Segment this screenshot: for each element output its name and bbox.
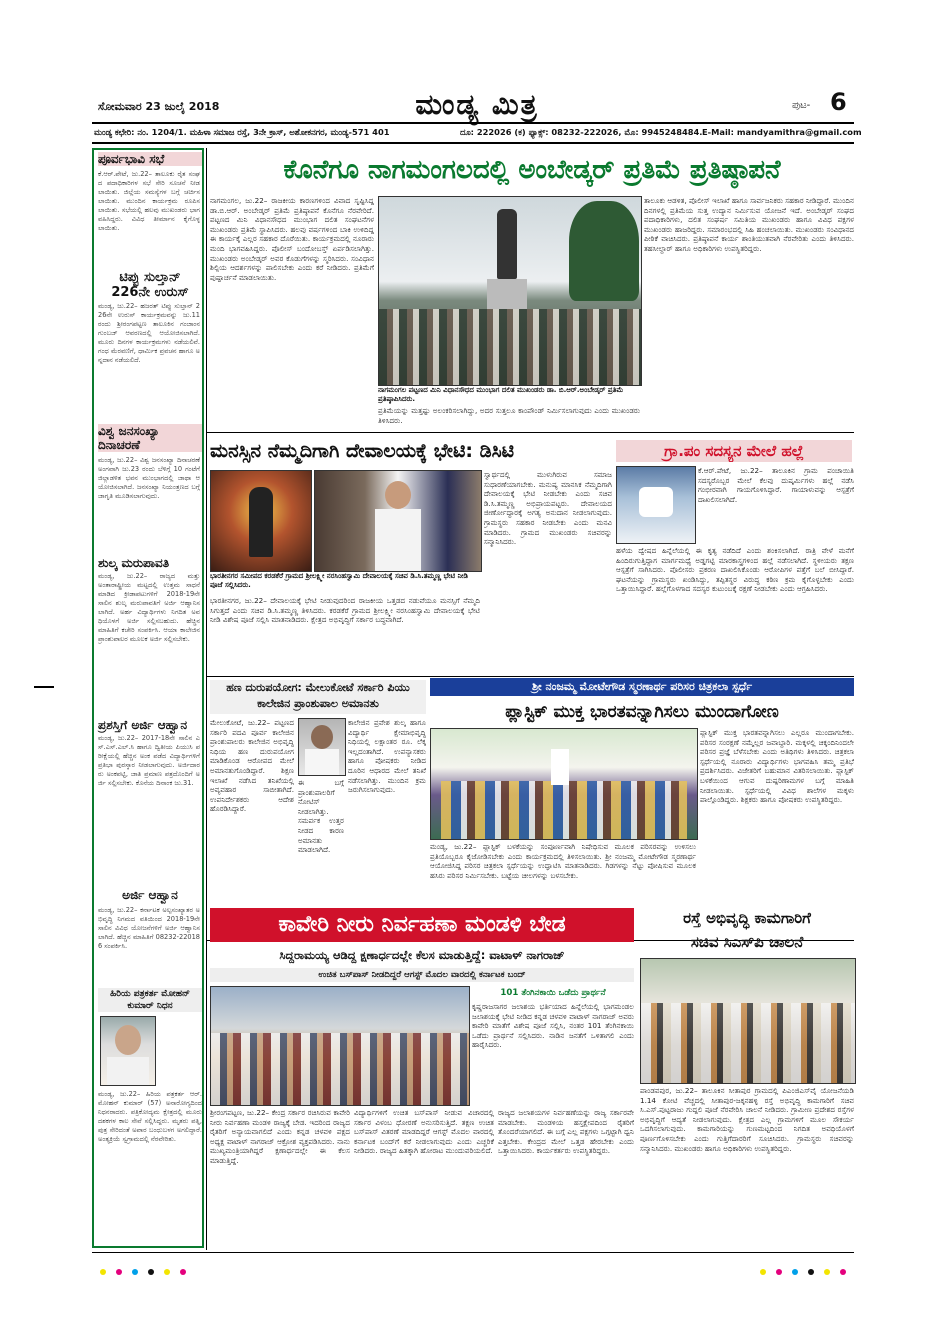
lead-photo bbox=[378, 196, 642, 386]
plastic-body-right: ಪ್ಲಾಸ್ಟಿಕ್ ಮುಕ್ತ ಭಾರತವನ್ನಾಗಿಸಲು ಎಲ್ಲರೂ ಮುಂದಾಗಬೇಕು. ಪರಿಸರ ಸಂರಕ್ಷಣೆ ನಮ್ಮೆಲ್ಲರ ಜವಾಬ್ದಾರಿ. ಮಕ್ಕಳಲ್ಲಿ ಚಿಕ್ಕಂದಿನಿಂದಲೇ ಪರಿಸರ ಪ್ರಜ್ಞೆ ಬೆಳೆಸಬೇಕು ಎಂದು ಅತಿಥಿಗಳು ತಿಳಿಸಿದರು. ಚಿತ್ರಕಲಾ ಸ್ಪರ್ಧೆಯಲ್ಲಿ ನೂರಾರು ವಿದ್ಯಾರ್ಥಿಗಳು ಭಾಗವಹಿಸಿ ತಮ್ಮ ಪ್ರತಿಭೆ ಪ್ರದರ್ಶಿಸಿದರು. ವಿಜೇತರಿಗೆ ಬಹುಮಾನ ವಿತರಿಸಲಾಯಿತು. ಪ್ಲಾಸ್ಟಿಕ್ ಬಳಕೆಯಿಂದ ಆಗುವ ದುಷ್ಪರಿಣಾಮಗಳ ಬಗ್ಗೆ ಮಾಹಿತಿ ನೀಡಲಾಯಿತು. ಸ್ಪರ್ಧೆಯಲ್ಲಿ ವಿವಿಧ ಶಾಲೆಗಳ ಮಕ್ಕಳು ಪಾಲ್ಗೊಂಡಿದ್ದರು. ಶಿಕ್ಷಕರು ಹಾಗೂ ಪೋಷಕರು ಉಪಸ್ಥಿತರಿದ್ದರು. bbox=[700, 728, 854, 805]
kaveri-photo bbox=[210, 986, 470, 1106]
margin-tick bbox=[34, 686, 54, 688]
masthead-rule-top bbox=[92, 122, 854, 124]
registration-marks-left bbox=[100, 1260, 191, 1279]
masthead-logo: ಮಂಡ್ಯ ಮಿತ್ರ bbox=[415, 88, 539, 121]
mid-rule bbox=[206, 676, 854, 677]
statue-shape bbox=[497, 209, 517, 279]
registration-marks-right bbox=[760, 1260, 851, 1279]
registration-dot-icon bbox=[180, 1269, 186, 1275]
plastic-headline: ಪ್ಲಾಸ್ಟಿಕ್ ಮುಕ್ತ ಭಾರತವನ್ನಾಗಿಸಲು ಮುಂದಾಗೋಣ bbox=[505, 702, 779, 722]
lead-body-right: ತಾಲೂಕು ಆಡಳಿತ, ಪೊಲೀಸ್ ಇಲಾಖೆ ಹಾಗೂ ಸಾರ್ವಜನಿಕರು ಸಹಕಾರ ನೀಡಿದ್ದಾರೆ. ಮುಂದಿನ ದಿನಗಳಲ್ಲಿ ಪ್ರತಿಮೆಯ ಸುತ್ತ ಉದ್ಯಾನ ನಿರ್ಮಿಸುವ ಯೋಜನೆ ಇದೆ. ಅಂಬೇಡ್ಕರ್ ಸಂಘದ ಪದಾಧಿಕಾರಿಗಳು, ದಲಿತ ಸಂಘರ್ಷ ಸಮಿತಿಯ ಮುಖಂಡರು ಹಾಗೂ ವಿವಿಧ ಪಕ್ಷಗಳ ಮುಖಂಡರು ಹಾಜರಿದ್ದರು. ಸಮಾರಂಭದಲ್ಲಿ ಸಿಹಿ ಹಂಚಲಾಯಿತು. ಮುಖಂಡರು ಸಂವಿಧಾನದ ಪೀಠಿಕೆ ವಾಚಿಸಿದರು. ಪ್ರತಿಷ್ಠಾಪನೆ ಕಾರ್ಯ ಶಾಂತಿಯುತವಾಗಿ ನೆರವೇರಿತು ಎಂದು ತಿಳಿಸಿದರು. ತಹಸೀಲ್ದಾರ್ ಹಾಗೂ ಅಧಿಕಾರಿಗಳು ಉಪಸ್ಥಿತರಿದ್ದರು. bbox=[644, 196, 854, 253]
obituary-head: ಹಿರಿಯ ಪತ್ರಕರ್ತ ಮೋಹನ್ ಕುಮಾರ್ ನಿಧನ bbox=[98, 988, 202, 1012]
temple-photo-minister bbox=[314, 470, 482, 572]
masthead-date: ಸೋಮವಾರ 23 ಜುಲೈ 2018 bbox=[98, 100, 220, 113]
office-email: E-Mail: mandyamithra@gmail.com bbox=[702, 127, 862, 137]
kaveri-body-2: ವಿದ್ಯಾರ್ಥಿಗಳಿಗೆ ಉಚಿತ ಬಸ್‌ಪಾಸ್ ನೀಡುವ ವಿಚಾರದಲ್ಲಿ ಸರ್ಕಾರ ವಿಳಂಬ ಧೋರಣೆ ಅನುಸರಿಸುತ್ತಿದೆ. ತಕ್ಷಣ ಉಚಿತ ಬಸ್‌ಪಾಸ್ ವಿತರಣೆ ಮಾಡದಿದ್ದರೆ ಆಗಸ್ಟ್ ಮೊದಲ ವಾರದಲ್ಲಿ ಕರ್ನಾಟಕ ಬಂದ್‌ಗೆ ಕರೆ ನೀಡಲಾಗುವುದು ಎಂದು ಎಚ್ಚರಿಕೆ ನೀಡಿದರು. ರಾಜ್ಯದ ಹಿತಕ್ಕಾಗಿ ಹೋರಾಟ ಮುಂದುವರಿಯಲಿದೆ. bbox=[354, 1108, 494, 1156]
page-number: 6 bbox=[830, 88, 847, 116]
left-body-6: ಮಂಡ್ಯ, ಜು.22– ಕರ್ನಾಟಕ ಅಲ್ಪಸಂಖ್ಯಾತರ ಅಭಿವೃದ್ಧಿ ನಿಗಮದ ವತಿಯಿಂದ 2018-19ನೇ ಸಾಲಿನ ವಿವಿಧ ಯೋಜನೆಗಳಿಗೆ ಅರ್ಜಿ ಆಹ್ವಾನಿಸಲಾಗಿದೆ. ಹೆಚ್ಚಿನ ಮಾಹಿತಿಗೆ 08232-220186 ಸಂಪರ್ಕಿಸಿ. bbox=[98, 906, 200, 950]
left-heading-4: ಶುಲ್ಕ ಮರುಪಾವತಿ bbox=[98, 556, 170, 570]
plastic-photo bbox=[430, 728, 698, 840]
left-body-1: ಕೆ.ಆರ್.ಪೇಟೆ, ಜು.22– ತಾಲೂಕು ರೈತ ಸಂಘದ ಪದಾಧಿಕಾರಿಗಳ ಸಭೆ ಸೇರಿ ಸೂಚನೆ ನೀಡಲಾಯಿತು. ಜಿಲ್ಲೆಯ ಸಮಸ್ಯೆಗಳ ಬಗ್ಗೆ ಚರ್ಚಿಸಲಾಯಿತು. ಮುಂದಿನ ಕಾರ್ಯಕ್ರಮ ರೂಪಿಸಲಾಯಿತು. ಸಭೆಯಲ್ಲಿ ಹಲವು ಮುಖಂಡರು ಭಾಗವಹಿಸಿದ್ದರು. ವಿವಿಧ ತೀರ್ಮಾನ ಕೈಗೊಳ್ಳಲಾಯಿತು. bbox=[98, 170, 200, 232]
lead-caption: ನಾಗಮಂಗಲ ಪಟ್ಟಣದ ಮಿನಿ ವಿಧಾನಸೌಧದ ಮುಂಭಾಗ ದಲಿತ ಮುಖಂಡರು ಡಾ. ಬಿ.ಆರ್.ಅಂಬೇಡ್ಕರ್ ಪ್ರತಿಮೆ ಪ್ರತಿಷ್ಠಾಪಿಸಿದರು. bbox=[378, 386, 624, 403]
gram-body-bottom: ಹಳೆಯ ದ್ವೇಷದ ಹಿನ್ನೆಲೆಯಲ್ಲಿ ಈ ಕೃತ್ಯ ನಡೆದಿದೆ ಎಂದು ಶಂಕಿಸಲಾಗಿದೆ. ರಾತ್ರಿ ವೇಳೆ ಮನೆಗೆ ಹಿಂದಿರುಗುತ್ತಿದ್ದಾಗ ಮಾರ್ಗಮಧ್ಯೆ ಅಡ್ಡಗಟ್ಟಿ ಮಾರಕಾಸ್ತ್ರಗಳಿಂದ ಹಲ್ಲೆ ನಡೆಸಲಾಗಿದೆ. ಸ್ಥಳೀಯರು ತಕ್ಷಣ ಆಸ್ಪತ್ರೆಗೆ ಸಾಗಿಸಿದರು. ಪೊಲೀಸರು ಪ್ರಕರಣ ದಾಖಲಿಸಿಕೊಂಡು ಆರೋಪಿಗಳ ಪತ್ತೆಗೆ ಬಲೆ ಬೀಸಿದ್ದಾರೆ. ಘಟನೆಯನ್ನು ಗ್ರಾಮಸ್ಥರು ಖಂಡಿಸಿದ್ದು, ತಪ್ಪಿತಸ್ಥರ ವಿರುದ್ಧ ಕಠಿಣ ಕ್ರಮ ಕೈಗೊಳ್ಳಬೇಕು ಎಂದು ಒತ್ತಾಯಿಸಿದ್ದಾರೆ. ಹಲ್ಲೆಗೊಳಗಾದ ಸದಸ್ಯರ ಕುಟುಂಬಕ್ಕೆ ರಕ್ಷಣೆ ನೀಡಬೇಕು ಎಂದು ಆಗ್ರಹಿಸಿದರು. bbox=[616, 546, 854, 594]
lead-body-left: ನಾಗಮಂಗಲ, ಜು.22– ರಾಜಕೀಯ ಕಾರಣಗಳಿಂದ ವಿವಾದ ಸೃಷ್ಟಿಸಿದ್ದ ಡಾ.ಬಿ.ಆರ್. ಅಂಬೇಡ್ಕರ್ ಪ್ರತಿಮೆ ಪ್ರತಿಷ್ಠಾಪನೆ ಕೊನೆಗೂ ನೆರವೇರಿದೆ. ಪಟ್ಟಣದ ಮಿನಿ ವಿಧಾನಸೌಧದ ಮುಂಭಾಗ ದಲಿತ ಸಂಘಟನೆಗಳ ಮುಖಂಡರು ಪ್ರತಿಮೆ ಸ್ಥಾಪಿಸಿದರು. ಹಲವು ವರ್ಷಗಳಿಂದ ಬಾಕಿ ಉಳಿದಿದ್ದ ಈ ಕಾರ್ಯಕ್ಕೆ ಎಲ್ಲರ ಸಹಕಾರ ದೊರೆಯಿತು. ಕಾರ್ಯಕ್ರಮದಲ್ಲಿ ನೂರಾರು ಮಂದಿ ಭಾಗವಹಿಸಿದ್ದರು. ಪೊಲೀಸ್ ಬಂದೋಬಸ್ತ್ ಏರ್ಪಡಿಸಲಾಗಿತ್ತು. ಮುಖಂಡರು ಅಂಬೇಡ್ಕರ್ ಅವರ ಕೊಡುಗೆಗಳನ್ನು ಸ್ಮರಿಸಿದರು. ಸಂವಿಧಾನ ಶಿಲ್ಪಿಯ ಆದರ್ಶಗಳನ್ನು ಪಾಲಿಸಬೇಕು ಎಂದು ಕರೆ ನೀಡಿದರು. ಪ್ರತಿಮೆಗೆ ಪುಷ್ಪಾರ್ಚನೆ ಮಾಡಲಾಯಿತು. bbox=[210, 196, 374, 282]
kaveri-box-body: ಕೃಷ್ಣರಾಜಸಾಗರ ಜಲಾಶಯ ಭರ್ತಿಯಾದ ಹಿನ್ನೆಲೆಯಲ್ಲಿ ಭಾಗಮಂಡಲ ಜಲಾಶಯಕ್ಕೆ ಭೇಟಿ ನೀಡಿದ ಕನ್ನಡ ಚಳವಳಿ ವಾಟಾಳ್ ನಾಗರಾಜ್ ಅವರು ಕಾವೇರಿ ಮಾತೆಗೆ ವಿಶೇಷ ಪೂಜೆ ಸಲ್ಲಿಸಿ, ನಂತರ 101 ತೆಂಗಿನಕಾಯಿ ಒಡೆದು ಪ್ರಾರ್ಥನೆ ಸಲ್ಲಿಸಿದರು. ನಾಡಿನ ಜನತೆಗೆ ಒಳಿತಾಗಲಿ ಎಂದು ಹಾರೈಸಿದರು. bbox=[472, 1002, 634, 1050]
registration-dot-icon bbox=[148, 1269, 154, 1275]
kaveri-strap: ಉಚಿತ ಬಸ್‌ಪಾಸ್ ನೀಡದಿದ್ದರೆ ಆಗಸ್ಟ್ ಮೊದಲ ವಾರದಲ್ಲಿ ಕರ್ನಾಟಕ ಬಂದ್ bbox=[210, 968, 634, 982]
kaveri-box-head: 101 ತೆಂಗಿನಕಾಯಿ ಒಡೆದು ಪ್ರಾರ್ಥನೆ bbox=[500, 988, 606, 998]
left-heading-5: ಪ್ರಶಸ್ತಿಗೆ ಅರ್ಜಿ ಆಹ್ವಾನ bbox=[98, 718, 187, 732]
left-heading-6: ಅರ್ಜಿ ಆಹ್ವಾನ bbox=[122, 888, 178, 902]
college-principal-photo bbox=[298, 718, 346, 776]
page-label: ಪುಟ- bbox=[792, 100, 811, 111]
gram-body-top: ಕೆ.ಆರ್.ಪೇಟೆ, ಜು.22– ತಾಲೂಕಿನ ಗ್ರಾಮ ಪಂಚಾಯಿತಿ ಸದಸ್ಯರೊಬ್ಬರ ಮೇಲೆ ಕೆಲವು ದುಷ್ಕರ್ಮಿಗಳು ಹಲ್ಲೆ ನಡೆಸಿ ಗಂಭೀರವಾಗಿ ಗಾಯಗೊಳಿಸಿದ್ದಾರೆ. ಗಾಯಾಳುವನ್ನು ಆಸ್ಪತ್ರೆಗೆ ದಾಖಲಿಸಲಾಗಿದೆ. bbox=[698, 466, 854, 504]
left-heading-2: ಟಿಪ್ಪು ಸುಲ್ತಾನ್ 226ನೇ ಉರುಸ್ bbox=[111, 270, 189, 300]
temple-photo-idol bbox=[210, 470, 312, 572]
temple-caption: ಭಾರತೀನಗರ ಸಮೀಪದ ಕರಡಕೆರೆ ಗ್ರಾಮದ ಶ್ರೀಲಕ್ಷ್ಮೀ ನರಸಿಂಹಸ್ವಾಮಿ ದೇವಾಲಯಕ್ಕೆ ಸಚಿವ ಡಿ.ಸಿ.ತಮ್ಮಣ್ಣ ಭೇಟಿ ನೀಡಿ ಪೂಜೆ ಸಲ್ಲಿಸಿದರು. bbox=[210, 572, 468, 589]
college-headline: ಹಣ ದುರುಪಯೋಗ: ಮೇಲುಕೋಟೆ ಸರ್ಕಾರಿ ಪಿಯು ಕಾಲೇಜಿನ ಪ್ರಾಂಶುಪಾಲ ಅಮಾನತು bbox=[210, 680, 426, 714]
gram-photo bbox=[616, 466, 696, 544]
temple-body-right: ಸ್ವಾರ್ಥದಲ್ಲಿ ಮುಳುಗಿರುವ ಸಮಾಜ ಸುಧಾರಣೆಯಾಗಬೇಕು. ಮನುಷ್ಯ ಮಾನಸಿಕ ನೆಮ್ಮದಿಗಾಗಿ ದೇವಾಲಯಕ್ಕೆ ಭೇಟಿ ನೀಡಬೇಕು ಎಂದು ಸಚಿವ ಡಿ.ಸಿ.ತಮ್ಮಣ್ಣ ಅಭಿಪ್ರಾಯಪಟ್ಟರು. ದೇವಾಲಯದ ಜೀರ್ಣೋದ್ಧಾರಕ್ಕೆ ಅಗತ್ಯ ಅನುದಾನ ನೀಡಲಾಗುವುದು. ಗ್ರಾಮಸ್ಥರು ಸಹಕಾರ ನೀಡಬೇಕು ಎಂದು ಮನವಿ ಮಾಡಿದರು. ಗ್ರಾಮದ ಮುಖಂಡರು ಸಚಿವರನ್ನು ಸನ್ಮಾನಿಸಿದರು. bbox=[484, 470, 612, 547]
obituary-photo bbox=[100, 1016, 156, 1086]
registration-dot-icon bbox=[116, 1269, 122, 1275]
road-photo bbox=[640, 958, 856, 1084]
col-divider-left bbox=[206, 148, 207, 1250]
registration-dot-icon bbox=[776, 1269, 782, 1275]
kaveri-body-1: ಶ್ರೀರಂಗಪಟ್ಟಣ, ಜು.22– ಕೇಂದ್ರ ಸರ್ಕಾರ ರಚಿಸಿರುವ ಕಾವೇರಿ ನೀರು ನಿರ್ವಹಣಾ ಮಂಡಳಿ ರಾಜ್ಯಕ್ಕೆ ಬೇಡ. ಇದರಿಂದ ರಾಜ್ಯದ ರೈತರಿಗೆ ಅನ್ಯಾಯವಾಗಲಿದೆ ಎಂದು ಕನ್ನಡ ಚಳವಳಿ ಪಕ್ಷದ ಅಧ್ಯಕ್ಷ ವಾಟಾಳ್ ನಾಗರಾಜ್ ಆಕ್ರೋಶ ವ್ಯಕ್ತಪಡಿಸಿದರು. ನಾನು ಮುಖ್ಯಮಂತ್ರಿಯಾಗಿದ್ದರೆ ಕ್ಷಣಾರ್ಧದಲ್ಲೇ ಈ ಕೆಲಸ ಮಾಡುತ್ತಿದ್ದೆ. bbox=[210, 1108, 350, 1165]
plastic-body-bottom: ಮಂಡ್ಯ, ಜು.22– ಪ್ಲಾಸ್ಟಿಕ್ ಬಳಕೆಯನ್ನು ಸಂಪೂರ್ಣವಾಗಿ ನಿಷೇಧಿಸುವ ಮೂಲಕ ಪರಿಸರವನ್ನು ಉಳಿಸಲು ಪ್ರತಿಯೊಬ್ಬರೂ ಕೈಜೋಡಿಸಬೇಕು ಎಂದು ಕಾರ್ಯಕ್ರಮದಲ್ಲಿ ತಿಳಿಸಲಾಯಿತು. ಶ್ರೀ ನಂಜಮ್ಮ ಮೋಟೇಗೌಡ ಸ್ಮರಣಾರ್ಥ ಆಯೋಜಿಸಿದ್ದ ಪರಿಸರ ಚಿತ್ರಕಲಾ ಸ್ಪರ್ಧೆಯನ್ನು ಉದ್ಘಾಟಿಸಿ ಮಾತನಾಡಿದರು. ಗಿಡಗಳನ್ನು ನೆಟ್ಟು ಪೋಷಿಸುವ ಮೂಲಕ ಹಸಿರು ಪರಿಸರ ನಿರ್ಮಿಸಬೇಕು. ಬಟ್ಟೆಯ ಚೀಲಗಳನ್ನು ಬಳಸಬೇಕು. bbox=[430, 842, 696, 880]
temple-body-bottom: ಭಾರತೀನಗರ, ಜು.22– ದೇವಾಲಯಕ್ಕೆ ಭೇಟಿ ನೀಡುವುದರಿಂದ ರಾಜಕೀಯ ಒತ್ತಡದ ನಡುವೆಯೂ ಮನಸ್ಸಿಗೆ ನೆಮ್ಮದಿ ಸಿಗುತ್ತದೆ ಎಂದು ಸಚಿವ ಡಿ.ಸಿ.ತಮ್ಮಣ್ಣ ತಿಳಿಸಿದರು. ಕರಡಕೆರೆ ಗ್ರಾಮದ ಶ್ರೀಲಕ್ಷ್ಮೀ ನರಸಿಂಹಸ್ವಾಮಿ ದೇವಾಲಯಕ್ಕೆ ಭೇಟಿ ನೀಡಿ ವಿಶೇಷ ಪೂಜೆ ಸಲ್ಲಿಸಿ ಮಾತನಾಡಿದರು. ಕ್ಷೇತ್ರದ ಅಭಿವೃದ್ಧಿಗೆ ಸರ್ಕಾರ ಬದ್ಧವಾಗಿದೆ. bbox=[210, 596, 480, 625]
kaveri-headline: ಕಾವೇರಿ ನೀರು ನಿರ್ವಹಣಾ ಮಂಡಳಿ ಬೇಡ bbox=[210, 908, 634, 942]
left-heading-3: ವಿಶ್ವ ಜನಸಂಖ್ಯಾ ದಿನಾಚರಣೆ bbox=[98, 424, 202, 452]
registration-dot-icon bbox=[164, 1269, 170, 1275]
lead-rule bbox=[206, 432, 854, 433]
plastic-banner: ಶ್ರೀ ನಂಜಮ್ಮ ಮೋಟೇಗೌಡ ಸ್ಮರಣಾರ್ಥ ಪರಿಸರ ಚಿತ್ರಕಲಾ ಸ್ಪರ್ಧೆ bbox=[430, 678, 854, 696]
bottom-rule bbox=[92, 1252, 854, 1253]
gram-headline: ಗ್ರಾ.ಪಂ ಸದಸ್ಯನ ಮೇಲೆ ಹಲ್ಲೆ bbox=[616, 440, 852, 462]
registration-dot-icon bbox=[792, 1269, 798, 1275]
road-headline-1: ರಸ್ತೆ ಅಭಿವೃದ್ಧಿ ಕಾಮಗಾರಿಗೆ bbox=[683, 909, 811, 927]
office-phone: ದೂ: 222026 (ಕ) ಫ್ಯಾಕ್ಸ್: 08232-222026, ಮೊ: 9945248484. bbox=[460, 127, 703, 137]
college-body-2: ಕಾಲೇಜಿನ ಪ್ರವೇಶ ಶುಲ್ಕ ಹಾಗೂ ವಿದ್ಯಾರ್ಥಿ ಕ್ಷೇಮಾಭಿವೃದ್ಧಿ ನಿಧಿಯಲ್ಲಿ ಲಕ್ಷಾಂತರ ರೂ. ಲೆಕ್ಕ ಇಲ್ಲದಂತಾಗಿದೆ. ಉಪನ್ಯಾಸಕರು ಹಾಗೂ ಪೋಷಕರು ನೀಡಿದ ದೂರಿನ ಆಧಾರದ ಮೇಲೆ ತನಿಖೆ ನಡೆಸಲಾಗಿತ್ತು. ಮುಂದಿನ ಕ್ರಮ ಜರುಗಿಸಲಾಗುವುದು. bbox=[348, 718, 426, 795]
lead-body-mid: ಪ್ರತಿಮೆಯನ್ನು ಮತ್ತಷ್ಟು ಅಲಂಕರಿಸಲಾಗಿದ್ದು, ಅದರ ಸುತ್ತಲೂ ಕಾಂಪೌಂಡ್ ನಿರ್ಮಿಸಲಾಗುವುದು ಎಂದು ಮುಖಂಡರು ತಿಳಿಸಿದರು. bbox=[378, 406, 640, 425]
left-body-2: ಮಂಡ್ಯ, ಜು.22– ಹಜರತ್ ಟಿಪ್ಪು ಸುಲ್ತಾನ್ 226ನೇ ಉರುಸ್ ಕಾರ್ಯಕ್ರಮವನ್ನು ಜು.11 ರಂದು ಶ್ರೀರಂಗಪಟ್ಟಣ ತಾಲೂಕಿನ ಗಂಜಾಂನ ಗುಂಬಜ್ ಆವರಣದಲ್ಲಿ ಆಯೋಜಿಸಲಾಗಿದೆ. ಮೂರು ದಿನಗಳ ಕಾರ್ಯಕ್ರಮಗಳು ನಡೆಯಲಿವೆ. ಗಂಧ ಮೆರವಣಿಗೆ, ಧಾರ್ಮಿಕ ಪ್ರವಚನ ಹಾಗೂ ಅನ್ನದಾನ ನಡೆಯಲಿದೆ. bbox=[98, 302, 200, 364]
kaveri-body-3: ರಾಜ್ಯದ ಜಲಾಶಯಗಳ ನಿರ್ವಹಣೆಯನ್ನು ರಾಜ್ಯ ಸರ್ಕಾರವೇ ಮಾಡಬೇಕು. ಮಂಡಳಿಯ ಹಸ್ತಕ್ಷೇಪದಿಂದ ರೈತರಿಗೆ ತೊಂದರೆಯಾಗಲಿದೆ. ಈ ಬಗ್ಗೆ ಎಲ್ಲ ಪಕ್ಷಗಳು ಒಗ್ಗಟ್ಟಾಗಿ ಧ್ವನಿ ಎತ್ತಬೇಕು. ಕೇಂದ್ರದ ಮೇಲೆ ಒತ್ತಡ ಹೇರಬೇಕು ಎಂದು ಒತ್ತಾಯಿಸಿದರು. ಕಾರ್ಯಕರ್ತರು ಉಪಸ್ಥಿತರಿದ್ದರು. bbox=[498, 1108, 634, 1156]
registration-dot-icon bbox=[760, 1269, 766, 1275]
obituary-body: ಮಂಡ್ಯ, ಜು.22– ಹಿರಿಯ ಪತ್ರಕರ್ತ ಆರ್. ಮೋಹನ್ ಕುಮಾರ್ (57) ಅನಾರೋಗ್ಯದಿಂದ ನಿಧನರಾದರು. ಪತ್ರಿಕೋದ್ಯಮ ಕ್ಷೇತ್ರದಲ್ಲಿ ಮೂರು ದಶಕಗಳ ಕಾಲ ಸೇವೆ ಸಲ್ಲಿಸಿದ್ದರು. ಮೃತರು ಪತ್ನಿ, ಪುತ್ರ ಸೇರಿದಂತೆ ಅಪಾರ ಬಂಧುಬಳಗ ಅಗಲಿದ್ದಾರೆ. ಅಂತ್ಯಕ್ರಿಯೆ ಸ್ವಗ್ರಾಮದಲ್ಲಿ ನೆರವೇರಿತು. bbox=[98, 1090, 202, 1143]
left-body-3: ಮಂಡ್ಯ, ಜು.22– ವಿಶ್ವ ಜನಸಂಖ್ಯಾ ದಿನಾಚರಣೆ ಅಂಗವಾಗಿ ಜು.23 ರಂದು ಬೆಳಿಗ್ಗೆ 10 ಗಂಟೆಗೆ ಜಿಲ್ಲಾಡಳಿತ ಭವನ ಮುಂಭಾಗದಲ್ಲಿ ಜಾಥಾ ಆಯೋಜಿಸಲಾಗಿದೆ. ಜನಸಂಖ್ಯಾ ನಿಯಂತ್ರಣದ ಬಗ್ಗೆ ಜಾಗೃತಿ ಮೂಡಿಸಲಾಗುವುದು. bbox=[98, 456, 200, 500]
left-body-5: ಮಂಡ್ಯ, ಜು.22– 2017-18ನೇ ಸಾಲಿನ ಎಸ್.ಎಸ್.ಎಲ್.ಸಿ ಹಾಗೂ ದ್ವಿತೀಯ ಪಿಯುಸಿ ಪರೀಕ್ಷೆಯಲ್ಲಿ ಹೆಚ್ಚಿನ ಅಂಕ ಪಡೆದ ವಿದ್ಯಾರ್ಥಿಗಳಿಗೆ ಪ್ರತಿಭಾ ಪುರಸ್ಕಾರ ನೀಡಲಾಗುವುದು. ಅರ್ಜಿದಾರರು ಅಂಕಪಟ್ಟಿ, ಜಾತಿ ಪ್ರಮಾಣ ಪತ್ರದೊಂದಿಗೆ ಅರ್ಜಿ ಸಲ್ಲಿಸಬೇಕು. ಕೊನೆಯ ದಿನಾಂಕ ಜು.31. bbox=[98, 734, 200, 787]
registration-dot-icon bbox=[824, 1269, 830, 1275]
college-body-1: ಮೇಲುಕೋಟೆ, ಜು.22– ಪಟ್ಟಣದ ಸರ್ಕಾರಿ ಪದವಿ ಪೂರ್ವ ಕಾಲೇಜಿನ ಪ್ರಾಂಶುಪಾಲರು ಕಾಲೇಜಿನ ಅಭಿವೃದ್ಧಿ ನಿಧಿಯ ಹಣ ದುರುಪಯೋಗ ಮಾಡಿಕೊಂಡ ಆರೋಪದ ಮೇಲೆ ಅಮಾನತುಗೊಂಡಿದ್ದಾರೆ. ಶಿಕ್ಷಣ ಇಲಾಖೆ ನಡೆಸಿದ ತನಿಖೆಯಲ್ಲಿ ಅವ್ಯವಹಾರ ಸಾಬೀತಾಗಿದೆ. ಉಪನಿರ್ದೇಶಕರು ಆದೇಶ ಹೊರಡಿಸಿದ್ದಾರೆ. bbox=[210, 718, 294, 814]
road-body: ಪಾಂಡವಪುರ, ಜು.22– ತಾಲೂಕಿನ ಸೀತಾಪುರ ಗ್ರಾಮದಲ್ಲಿ ಪಿಎಂಜಿಎಸ್‌ವೈ ಯೋಜನೆಯಡಿ 1.14 ಕೋಟಿ ವೆಚ್ಚದಲ್ಲಿ ಸೀತಾಪುರ-ಜಕ್ಕನಹಳ್ಳಿ ರಸ್ತೆ ಅಭಿವೃದ್ಧಿ ಕಾಮಗಾರಿಗೆ ಸಚಿವ ಸಿ.ಎಸ್.ಪುಟ್ಟರಾಜು ಗುದ್ದಲಿ ಪೂಜೆ ನೆರವೇರಿಸಿ ಚಾಲನೆ ನೀಡಿದರು. ಗ್ರಾಮೀಣ ಪ್ರದೇಶದ ರಸ್ತೆಗಳ ಅಭಿವೃದ್ಧಿಗೆ ಆದ್ಯತೆ ನೀಡಲಾಗುವುದು. ಕ್ಷೇತ್ರದ ಎಲ್ಲ ಗ್ರಾಮಗಳಿಗೆ ಮೂಲ ಸೌಕರ್ಯ ಒದಗಿಸಲಾಗುವುದು. ಕಾಮಗಾರಿಯನ್ನು ಗುಣಮಟ್ಟದಿಂದ ನಿಗದಿತ ಅವಧಿಯೊಳಗೆ ಪೂರ್ಣಗೊಳಿಸಬೇಕು ಎಂದು ಗುತ್ತಿಗೆದಾರರಿಗೆ ಸೂಚಿಸಿದರು. ಗ್ರಾಮಸ್ಥರು ಸಚಿವರನ್ನು ಸನ್ಮಾನಿಸಿದರು. ಮುಖಂಡರು ಹಾಗೂ ಅಧಿಕಾರಿಗಳು ಉಪಸ್ಥಿತರಿದ್ದರು. bbox=[640, 1086, 854, 1153]
masthead bbox=[92, 88, 854, 148]
kaveri-subhead: ಸಿದ್ದರಾಮಯ್ಯ ಆಡಿದ್ದ ಕ್ಷಣಾರ್ಧದಲ್ಲೇ ಕೆಲಸ ಮಾಡುತ್ತಿದ್ದೆ: ವಾಟಾಳ್ ನಾಗರಾಜ್ bbox=[279, 948, 565, 962]
registration-dot-icon bbox=[132, 1269, 138, 1275]
college-body-3: ಈ ಬಗ್ಗೆ ಪ್ರಾಂಶುಪಾಲರಿಗೆ ನೋಟಿಸ್ ನೀಡಲಾಗಿತ್ತು. ಸಮರ್ಪಕ ಉತ್ತರ ನೀಡದ ಕಾರಣ ಅಮಾನತು ಮಾಡಲಾಗಿದೆ. bbox=[298, 778, 344, 855]
masthead-rule-bottom bbox=[92, 142, 854, 144]
left-body-4: ಮಂಡ್ಯ, ಜು.22– ರಾಜ್ಯದ ಮತ್ತು ಅಂತಾರಾಷ್ಟ್ರೀಯ ಮಟ್ಟದಲ್ಲಿ ಉತ್ತಮ ಸಾಧನೆ ಮಾಡಿದ ಕ್ರೀಡಾಪಟುಗಳಿಗೆ 2018-19ನೇ ಸಾಲಿನ ಶುಲ್ಕ ಮರುಪಾವತಿಗೆ ಅರ್ಜಿ ಆಹ್ವಾನಿಸಲಾಗಿದೆ. ಅರ್ಹ ವಿದ್ಯಾರ್ಥಿಗಳು ನಿಗದಿತ ಅವಧಿಯೊಳಗೆ ಅರ್ಜಿ ಸಲ್ಲಿಸಬಹುದು. ಹೆಚ್ಚಿನ ಮಾಹಿತಿಗೆ ಕಚೇರಿ ಸಂಪರ್ಕಿಸಿ. ಆಯಾ ಕಾಲೇಜಿನ ಪ್ರಾಂಶುಪಾಲರ ಮೂಲಕ ಅರ್ಜಿ ಸಲ್ಲಿಸಬೇಕು. bbox=[98, 572, 200, 643]
temple-headline: ಮನಸ್ಸಿನ ನೆಮ್ಮದಿಗಾಗಿ ದೇವಾಲಯಕ್ಕೆ ಭೇಟಿ: ಡಿಸಿಟಿ bbox=[210, 440, 515, 462]
left-heading-1: ಪೂರ್ವಭಾವಿ ಸಭೆ bbox=[98, 152, 202, 166]
registration-dot-icon bbox=[840, 1269, 846, 1275]
registration-dot-icon bbox=[100, 1269, 106, 1275]
registration-dot-icon bbox=[808, 1269, 814, 1275]
lead-headline: ಕೊನೆಗೂ ನಾಗಮಂಗಲದಲ್ಲಿ ಅಂಬೇಡ್ಕರ್ ಪ್ರತಿಮೆ ಪ್ರತಿಷ್ಠಾಪನೆ bbox=[283, 155, 781, 185]
road-headline-2: ಸಚಿವ ಸಿಎಸ್‌ಪಿ ಚಾಲನೆ bbox=[690, 933, 804, 951]
office-address: ಮಂಡ್ಯ ಕಛೇರಿ: ನಂ. 1204/1. ಮಹಿಳಾ ಸಮಾಜ ರಸ್ತೆ, 3ನೇ ಕ್ರಾಸ್, ಅಶೋಕನಗರ, ಮಂಡ್ಯ-571 401 bbox=[94, 127, 390, 137]
